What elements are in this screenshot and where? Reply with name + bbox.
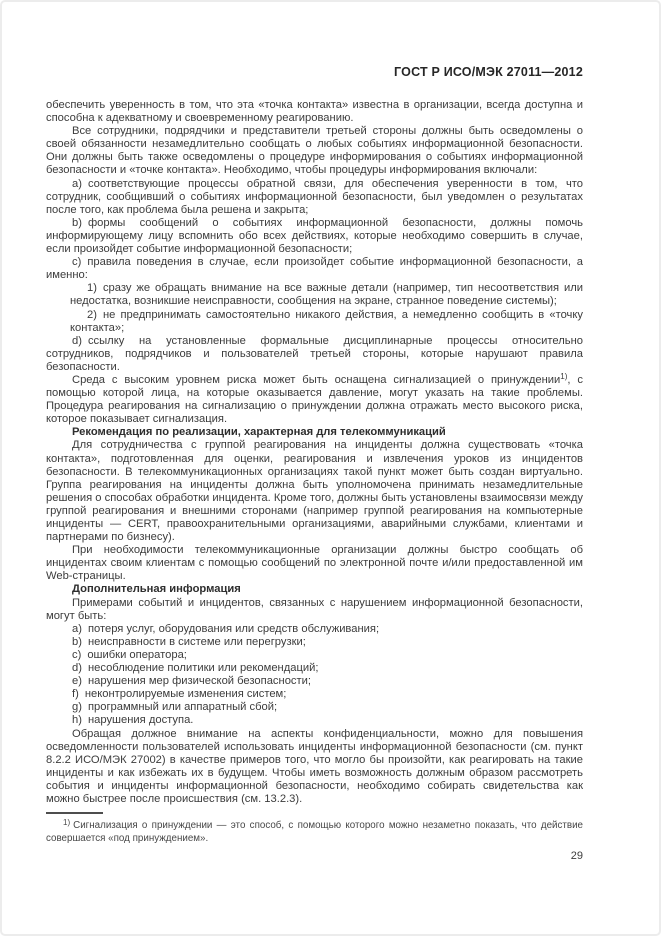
list-marker: c) bbox=[72, 648, 82, 661]
paragraph-duress-alarm bbox=[46, 371, 584, 426]
list-marker: e) bbox=[72, 675, 82, 688]
paragraph-text: , с помощью которой лица, на которые оказывается давление, могут указать на такие проблемы. Процедура реагирования на сигнализацию о принуждении должна отражать место высокого риска, которое показывает сигнализация. bbox=[46, 373, 584, 426]
example-item-a bbox=[46, 623, 583, 636]
list-item-text: нарушения доступа. bbox=[87, 714, 194, 727]
footnote-text: Сигнализация о принуждении — это способ, с помощью которого можно незаметно показать, что действие совершается «под принуждением». bbox=[46, 820, 583, 844]
list-item-text: сразу же обращать внимание на все важные детали (например, тип несоответствия или недостатка, возникшие неисправности, сообщения на экране, странное поведение системы); bbox=[70, 282, 583, 308]
list-item-b-forms bbox=[46, 217, 583, 256]
nested-item-2-no-action bbox=[46, 309, 583, 335]
list-marker: 1) bbox=[87, 282, 97, 295]
document-body bbox=[46, 99, 583, 806]
paragraph-contact-point-continued: обеспечить уверенность в том, что эта «точка контакта» известна в организации, всегда доступна и способна к адекватному и своевременному реагированию. bbox=[46, 99, 583, 125]
list-marker: c) bbox=[72, 256, 82, 269]
footnote-reference: 1) bbox=[560, 371, 568, 381]
list-item-a-feedback bbox=[46, 178, 583, 217]
list-marker: g) bbox=[72, 701, 82, 714]
example-item-h bbox=[46, 714, 583, 727]
page-number: 29 bbox=[570, 850, 583, 863]
list-item-text: программный или аппаратный сбой; bbox=[87, 701, 278, 714]
footnote-marker: 1) bbox=[63, 818, 71, 828]
list-item-text: потеря услуг, оборудования или средств обслуживания; bbox=[87, 622, 380, 635]
example-item-d bbox=[46, 662, 583, 675]
section-heading-telecom-recommendation: Рекомендация по реализации, характерная для телекоммуникаций bbox=[72, 426, 446, 439]
list-marker: a) bbox=[72, 622, 82, 635]
example-item-f bbox=[46, 688, 583, 701]
list-marker: 2) bbox=[87, 308, 97, 321]
list-item-text: правила поведения в случае, если произойдет событие информационной безопасности, а именно: bbox=[46, 256, 583, 282]
list-item-text: не предпринимать самостоятельно никакого действия, а немедленно сообщить в «точку контакта»; bbox=[70, 308, 583, 334]
list-item-text: формы сообщений о событиях информационной безопасности, должны помочь информирующему лицу вспомнить обо всех действиях, которые необходимо совершить в случае, если произойдет событие информационной безопасности; bbox=[46, 216, 583, 256]
list-marker: b) bbox=[72, 216, 82, 229]
list-marker: d) bbox=[72, 334, 82, 347]
paragraph-client-notification: При необходимости телекоммуникационные организации должны быстро сообщать об инцидентах своим клиентам с помощью сообщений по электронной почте и/или предоставленной им Web-страницы. bbox=[46, 544, 583, 583]
list-item-text: ссылку на установленные формальные дисциплинарные процессы относительно сотрудников, подрядчиков и пользователей третьей стороны, которые нарушают правила безопасности. bbox=[46, 334, 583, 373]
list-item-text: нарушения мер физической безопасности; bbox=[87, 675, 311, 688]
list-item-text: соответствующие процессы обратной связи, для обеспечения уверенности в том, что сотрудник, сообщивший о событиях информационной безопасности, был уведомлен о результатах после того, как проблема была решена и закрыта; bbox=[46, 177, 583, 216]
example-item-b bbox=[46, 636, 583, 649]
list-marker: a) bbox=[72, 177, 82, 190]
nested-item-1-details bbox=[46, 282, 583, 308]
list-item-c-rules bbox=[46, 256, 583, 282]
list-item-text: неисправности в системе или перегрузки; bbox=[87, 635, 306, 648]
list-marker: h) bbox=[72, 714, 82, 727]
paragraph-incident-response-team: Для сотрудничества с группой реагирования на инциденты должна существовать «точка контакта», подготовленная для оценки, реагирования и извлечения уроков из инцидентов безопасности. В телекоммуникационных организациях такой пункт может быть создан виртуально. Группа реагирования на инциденты должна быть уполномочена принимать незамедлительные решения о способах обработки инцидента. Кроме того, должны быть установлены взаимосвязи между группой реагирования и внешними сторонами (например группой реагирования на компьютерные инциденты — CERT, правоохранительными организациями, аварийными службами, клиентами и партнерами по бизнесу). bbox=[46, 439, 583, 544]
paragraph-reporting-duty: Все сотрудники, подрядчики и представители третьей стороны должны быть осведомлены о своей обязанности незамедлительно сообщать о любых событиях информационной безопасности. Они должны быть также осведомлены о процедуре информирования о событиях информационной безопасности и «точке контакта». Необходимо, чтобы процедуры информирования включали: bbox=[46, 125, 583, 177]
list-item-d-disciplinary bbox=[46, 335, 583, 374]
footnote bbox=[46, 820, 583, 845]
section-heading-additional-info: Дополнительная информация bbox=[72, 583, 241, 596]
footnote-separator bbox=[46, 812, 103, 814]
list-item-text: ошибки оператора; bbox=[87, 648, 187, 661]
example-item-e bbox=[46, 675, 583, 688]
list-marker: d) bbox=[72, 662, 82, 675]
example-item-c bbox=[46, 649, 583, 662]
list-marker: f) bbox=[72, 688, 79, 701]
document-header: ГОСТ Р ИСО/МЭК 27011—2012 bbox=[394, 65, 583, 79]
paragraph-examples-intro: Примерами событий и инцидентов, связанных с нарушением информационной безопасности, могут быть: bbox=[46, 596, 583, 622]
list-item-text: несоблюдение политики или рекомендаций; bbox=[87, 662, 319, 675]
paragraph-text: Среда с высоким уровнем риска может быть оснащена сигнализацией о принуждении bbox=[72, 373, 561, 386]
paragraph-confidentiality: Обращая должное внимание на аспекты конфиденциальности, можно для повышения осведомленности пользователей использовать инциденты информационной безопасности (см. пункт 8.2.2 ИСО/МЭК 27002) в качестве примеров того, что могло бы произойти, как реагировать на такие инциденты и как избежать их в будущем. Чтобы иметь возможность должным образом рассмотреть события и инциденты информационной безопасности, необходимо собирать свидетельства как можно быстрее после происшествия (см. 13.2.3). bbox=[46, 727, 583, 805]
list-marker: b) bbox=[72, 635, 82, 648]
list-item-text: неконтролируемые изменения систем; bbox=[84, 688, 287, 701]
example-item-g bbox=[46, 701, 583, 714]
